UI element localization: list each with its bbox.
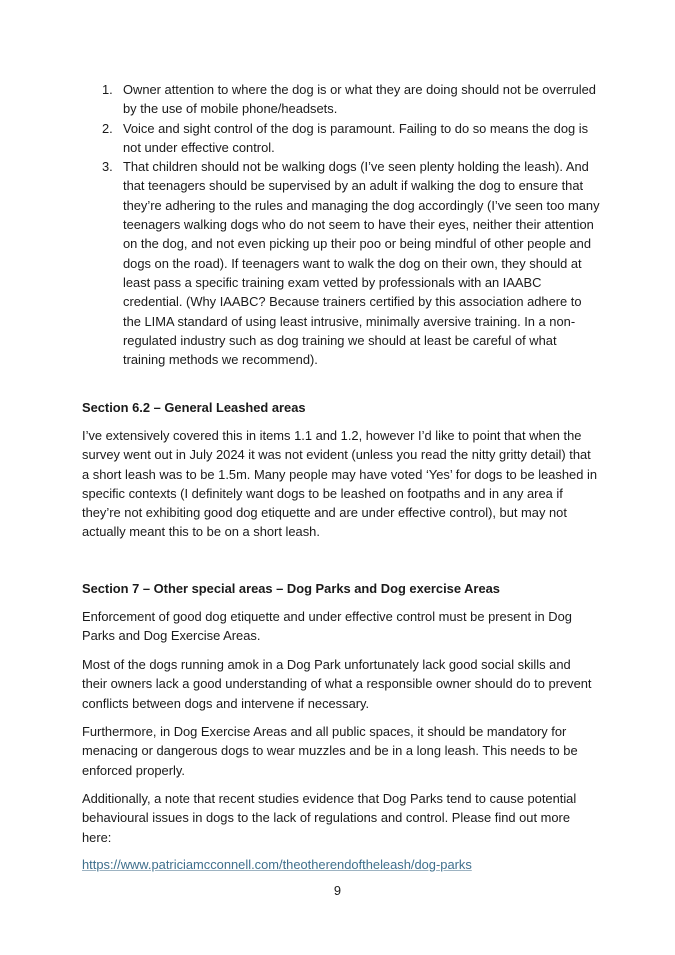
page-number: 9 xyxy=(333,883,342,898)
list-item xyxy=(82,119,602,158)
section-7-paragraph: Furthermore, in Dog Exercise Areas and all public spaces, it should be mandatory for menacing or dangerous dogs to wear muzzles and be in a long leash. This needs to be enforced properly. xyxy=(82,724,578,778)
numbered-list xyxy=(82,80,602,369)
section-7-paragraph: Enforcement of good dog etiquette and under effective control must be present in Dog Parks and Dog Exercise Areas. xyxy=(82,609,572,644)
reference-link[interactable]: https://www.patriciamcconnell.com/theotherendoftheleash/dog-parks xyxy=(82,857,472,872)
list-item-number: 1. xyxy=(102,82,113,97)
section-6-2-heading: Section 6.2 – General Leashed areas xyxy=(82,400,306,415)
section-6-2-paragraph: I’ve extensively covered this in items 1.1 and 1.2, however I’d like to point that when the survey went out in July 2024 it was not evident (unless you read the nitty gritty detail) that a short leash was to be 1.5m. Many people may have voted ‘Yes’ for dogs to be leashed in specific contexts (I definitely want dogs to be leashed on footpaths and in any area if they’re not exhibiting good dog etiquette and are under effective control), but may not actually meant this to be on a short leash. xyxy=(82,428,597,540)
list-item-text: Owner attention to where the dog is or what they are doing should not be overruled by the use of mobile phone/headsets. xyxy=(123,82,596,117)
section-7-paragraph: Most of the dogs running amok in a Dog Park unfortunately lack good social skills and their owners lack a good understanding of what a responsible owner should do to prevent conflicts between dogs and intervene if necessary. xyxy=(82,657,592,711)
reference-link-line xyxy=(82,855,597,874)
list-item-number: 3. xyxy=(102,159,113,175)
list-item-text: Voice and sight control of the dog is paramount. Failing to do so means the dog is not under effective control. xyxy=(123,120,589,155)
list-item xyxy=(82,157,602,369)
list-item-text: That children should not be walking dogs (I’ve seen plenty holding the leash). And that teenagers should be supervised by an adult if walking the dog to ensure that they’re adhering to the rules and managing the dog accordingly (I’ve seen too many teenagers walking dogs who do not seem to have their eyes, neither their attention on the dog, and not even picking up their poo or being mindful of other people and dogs on the road). If teenagers want to walk the dog on their own, they should at least pass a specific training exam vetted by professionals with an IAABC credential. (Why IAABC? Because trainers certified by this association adhere to the LIMA standard of using least intrusive, minimally aversive training. In a non-regulated industry such as dog training we should at least be careful of what training methods we recommend). xyxy=(123,159,600,368)
section-7-heading: Section 7 – Other special areas – Dog Parks and Dog exercise Areas xyxy=(82,581,500,596)
list-item-number: 2. xyxy=(102,120,113,136)
list-item xyxy=(82,80,602,119)
section-7-paragraph: Additionally, a note that recent studies evidence that Dog Parks tend to cause potential behavioural issues in dogs to the lack of regulations and control. Please find out more here: xyxy=(82,791,577,845)
